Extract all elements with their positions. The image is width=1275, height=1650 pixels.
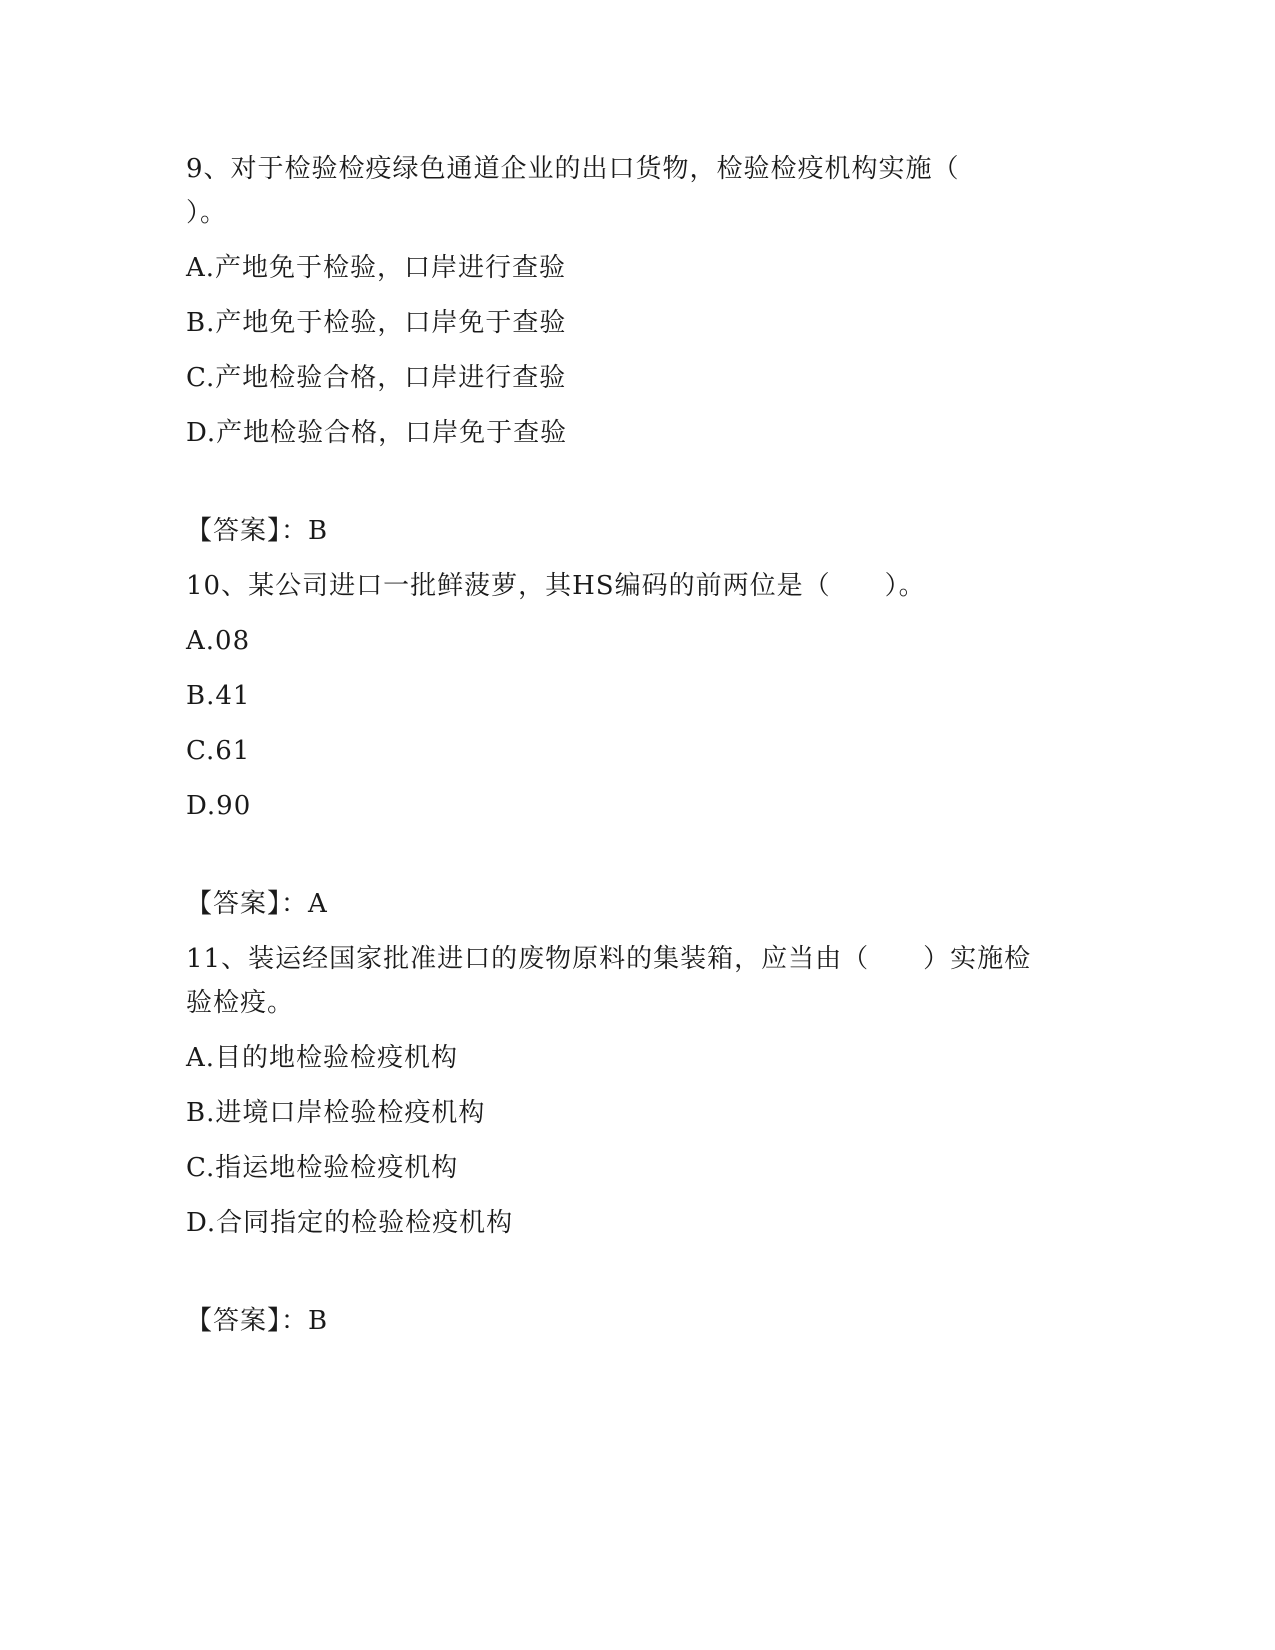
question-10-stem-line1: 10、某公司进口一批鲜菠萝，其HS编码的前两位是（ ）。	[186, 571, 926, 601]
question-11-answer: 【答案】：B	[186, 1306, 329, 1336]
question-10-option-b: B.41	[186, 681, 251, 711]
question-11-option-d: D.合同指定的检验检疫机构	[186, 1208, 514, 1238]
question-9-option-b: B.产地免于检验，口岸免于查验	[186, 308, 567, 338]
question-11-option-b: B.进境口岸检验检疫机构	[186, 1098, 486, 1128]
question-9-option-d: D.产地检验合格，口岸免于查验	[186, 418, 568, 448]
question-11-stem-line2: 验检疫。	[186, 988, 295, 1018]
question-11-option-a: A.目的地检验检疫机构	[186, 1043, 459, 1073]
question-11-stem-line1: 11、装运经国家批准进口的废物原料的集装箱，应当由（ ）实施检	[186, 944, 1032, 974]
question-9-option-a: A.产地免于检验，口岸进行查验	[186, 253, 567, 283]
question-9-stem-line2: ）。	[186, 198, 228, 228]
question-10-option-d: D.90	[186, 791, 252, 821]
question-9-option-c: C.产地检验合格，口岸进行查验	[186, 363, 567, 393]
question-9-answer: 【答案】：B	[186, 516, 329, 546]
question-10-option-a: A.08	[186, 626, 251, 656]
question-11-option-c: C.指运地检验检疫机构	[186, 1153, 459, 1183]
question-10-answer: 【答案】：A	[186, 889, 328, 919]
question-10-option-c: C.61	[186, 736, 251, 766]
question-9-stem-line1: 9、对于检验检疫绿色通道企业的出口货物，检验检疫机构实施（	[186, 154, 960, 184]
